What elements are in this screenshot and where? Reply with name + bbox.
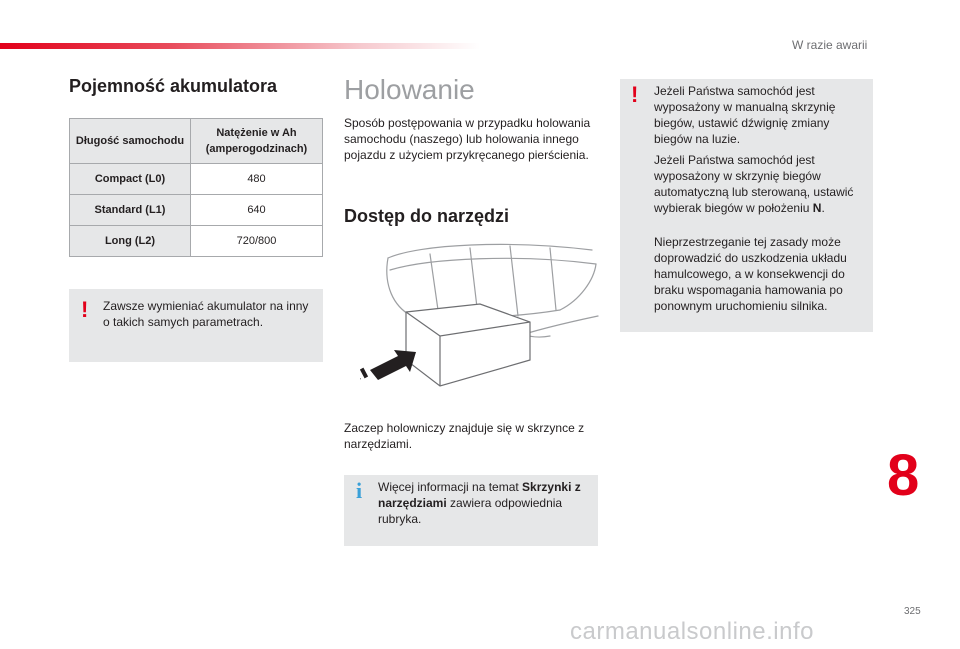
towing-title: Holowanie — [344, 74, 475, 105]
towing-intro: Sposób postępowania w przypadku holowania samochodu (naszego) lub holowania innego pojazdu z użyciem przykręcanego pierścienia. — [344, 116, 591, 162]
info-icon: i — [356, 478, 363, 503]
table-header-row — [70, 119, 323, 164]
table-row — [70, 164, 323, 195]
row-value: 480 — [191, 164, 323, 195]
chapter-number: 8 — [887, 443, 920, 508]
row-value: 640 — [191, 195, 323, 226]
damage-warning-text: Nieprzestrzeganie tej zasady może doprowadzić do uszkodzenia układu hamulcowego, a w konsekwencji do braku wspomagania hamowania po ponownym uruchomieniu silnika. — [654, 235, 847, 313]
row-model: Standard (L1) — [70, 195, 191, 226]
row-model: Compact (L0) — [70, 164, 191, 195]
warning-icon: ! — [81, 297, 89, 322]
table-row — [70, 226, 323, 257]
watermark: carmanualsonline.info — [570, 618, 814, 645]
manual-gearbox-text: Jeżeli Państwa samochód jest wyposażony w manualną skrzynię biegów, ustawić dźwignię zmiany biegów na luzie. — [654, 84, 836, 146]
battery-title: Pojemność akumulatora — [69, 76, 278, 96]
right-warning-box — [620, 79, 873, 332]
battery-warning-text: Zawsze wymieniać akumulator na inny o takich samych parametrach. — [103, 299, 309, 329]
col-header-length: Długość samochodu — [70, 119, 191, 164]
info-text: Więcej informacji na temat Skrzynki z narzędziami zawiera odpowiednia rubryka. — [378, 480, 581, 526]
row-value: 720/800 — [191, 226, 323, 257]
warning-icon: ! — [631, 82, 639, 107]
info-box — [344, 475, 598, 546]
table-row — [70, 195, 323, 226]
col-header-capacity: Natężenie w Ah (amperogodzinach) — [191, 119, 323, 164]
battery-table — [69, 118, 323, 257]
battery-warning-box — [69, 289, 323, 362]
tools-title: Dostęp do narzędzi — [344, 206, 510, 226]
toolbox-illustration — [360, 240, 600, 400]
section-title: W razie awarii — [792, 38, 868, 52]
hook-location-text: Zaczep holowniczy znajduje się w skrzynce z narzędziami. — [344, 421, 585, 451]
page-number: 325 — [904, 606, 921, 617]
header-stripe — [0, 43, 480, 49]
automatic-gearbox-text: Jeżeli Państwa samochód jest wyposażony w skrzynię biegów automatyczną lub sterowaną, ustawić wybierak biegów w położeniu N. — [654, 153, 854, 215]
row-model: Long (L2) — [70, 226, 191, 257]
